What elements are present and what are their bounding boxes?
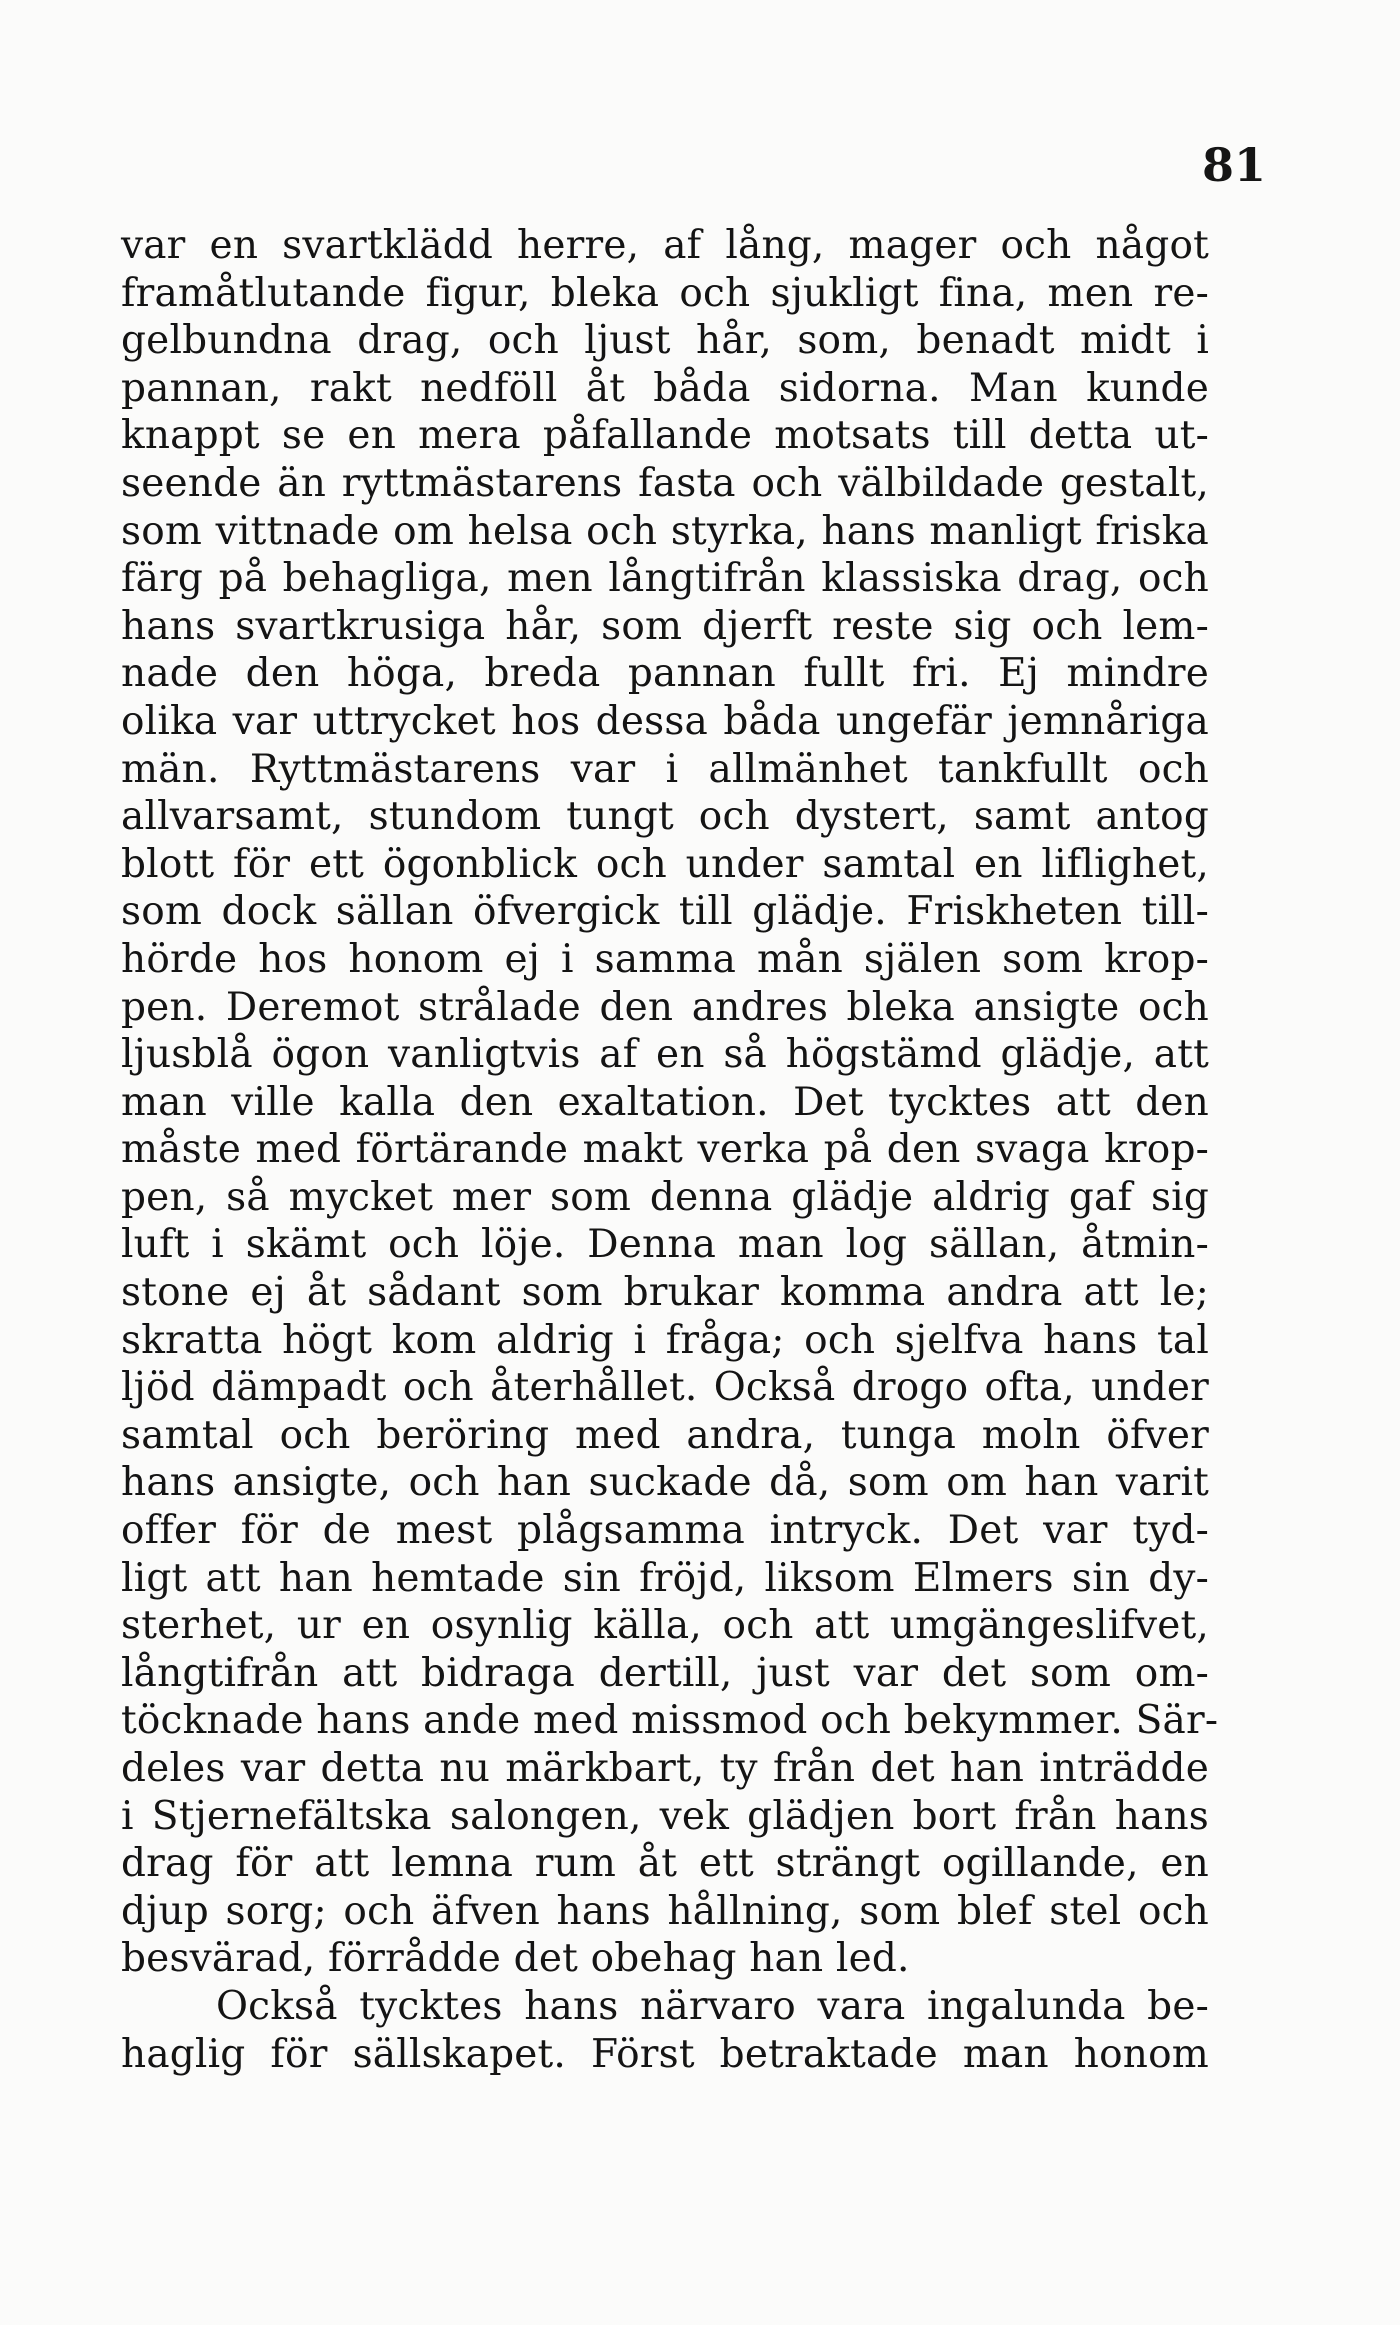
text-line: djup sorg; och äfven hans hållning, som blef stel och xyxy=(121,1888,1209,1934)
body-text xyxy=(121,222,1219,2078)
text-line: män. Ryttmästarens var i allmänhet tankfullt och xyxy=(121,746,1209,792)
text-line: olika var uttrycket hos dessa båda ungefär jemnåriga xyxy=(121,698,1209,744)
text-line: offer för de mest plågsamma intryck. Det var tyd- xyxy=(121,1508,1209,1554)
text-line: färg på behagliga, men långtifrån klassiska drag, och xyxy=(121,556,1209,602)
text-line: pen, så mycket mer som denna glädje aldrig gaf sig xyxy=(121,1174,1209,1220)
text-line: luft i skämt och löje. Denna man log sällan, åtmin- xyxy=(121,1222,1209,1268)
text-line: ljöd dämpadt och återhållet. Också drogo ofta, under xyxy=(121,1365,1209,1411)
text-line: pannan, rakt nedföll åt båda sidorna. Man kunde xyxy=(121,365,1209,411)
text-line: måste med förtärande makt verka på den svaga krop- xyxy=(121,1127,1209,1173)
text-line: töcknade hans ande med missmod och bekymmer. Sär- xyxy=(121,1698,1219,1744)
text-line: framåtlutande figur, bleka och sjukligt fina, men re- xyxy=(121,270,1209,316)
text-line: knappt se en mera påfallande motsats till detta ut- xyxy=(121,413,1209,459)
text-line: hans ansigte, och han suckade då, som om han varit xyxy=(121,1460,1209,1506)
text-line: pen. Deremot strålade den andres bleka ansigte och xyxy=(121,984,1209,1030)
text-line: deles var detta nu märkbart, ty från det han inträdde xyxy=(121,1746,1209,1791)
text-line: seende än ryttmästarens fasta och välbildade gestalt, xyxy=(121,460,1209,506)
text-line: som dock sällan öfvergick till glädje. Friskheten till- xyxy=(121,889,1209,935)
text-line: Också tycktes hans närvaro vara ingalunda be- xyxy=(216,1983,1209,2029)
text-line: nade den höga, breda pannan fullt fri. Ej mindre xyxy=(121,651,1209,697)
text-line: besvärad, förrådde det obehag han led. xyxy=(121,1936,910,1982)
text-line: sterhet, ur en osynlig källa, och att umgängeslifvet, xyxy=(121,1603,1209,1649)
paragraph-2 xyxy=(121,1983,1209,2078)
text-line: ljusblå ögon vanligtvis af en så högstämd glädje, att xyxy=(121,1032,1209,1078)
text-line: skratta högt kom aldrig i fråga; och sjelfva hans tal xyxy=(121,1317,1209,1363)
text-line: ligt att han hemtade sin fröjd, liksom Elmers sin dy- xyxy=(121,1555,1209,1601)
paragraph-1 xyxy=(121,222,1219,1983)
text-line: stone ej åt sådant som brukar komma andra att le; xyxy=(121,1270,1209,1316)
text-line: allvarsamt, stundom tungt och dystert, samt antog xyxy=(121,794,1209,840)
text-line: drag för att lemna rum åt ett strängt ogillande, en xyxy=(121,1841,1209,1887)
text-line: var en svartklädd herre, af lång, mager och något xyxy=(121,223,1209,268)
text-line: hörde hos honom ej i samma mån själen som krop- xyxy=(121,936,1209,982)
page-number: 81 xyxy=(1201,138,1266,192)
text-line: man ville kalla den exaltation. Det tycktes att den xyxy=(121,1079,1209,1125)
text-line: som vittnade om helsa och styrka, hans manligt friska xyxy=(121,508,1209,554)
text-line: haglig för sällskapet. Först betraktade man honom xyxy=(121,2031,1209,2077)
text-line: i Stjernefältska salongen, vek glädjen bort från hans xyxy=(121,1793,1209,1839)
text-line: blott för ett ögonblick och under samtal en liflighet, xyxy=(121,841,1209,887)
text-line: hans svartkrusiga hår, som djerft reste sig och lem- xyxy=(121,603,1209,649)
text-line: gelbundna drag, och ljust hår, som, benadt midt i xyxy=(121,318,1209,364)
text-line: samtal och beröring med andra, tunga moln öfver xyxy=(121,1412,1209,1458)
text-line: långtifrån att bidraga dertill, just var det som om- xyxy=(121,1650,1209,1696)
